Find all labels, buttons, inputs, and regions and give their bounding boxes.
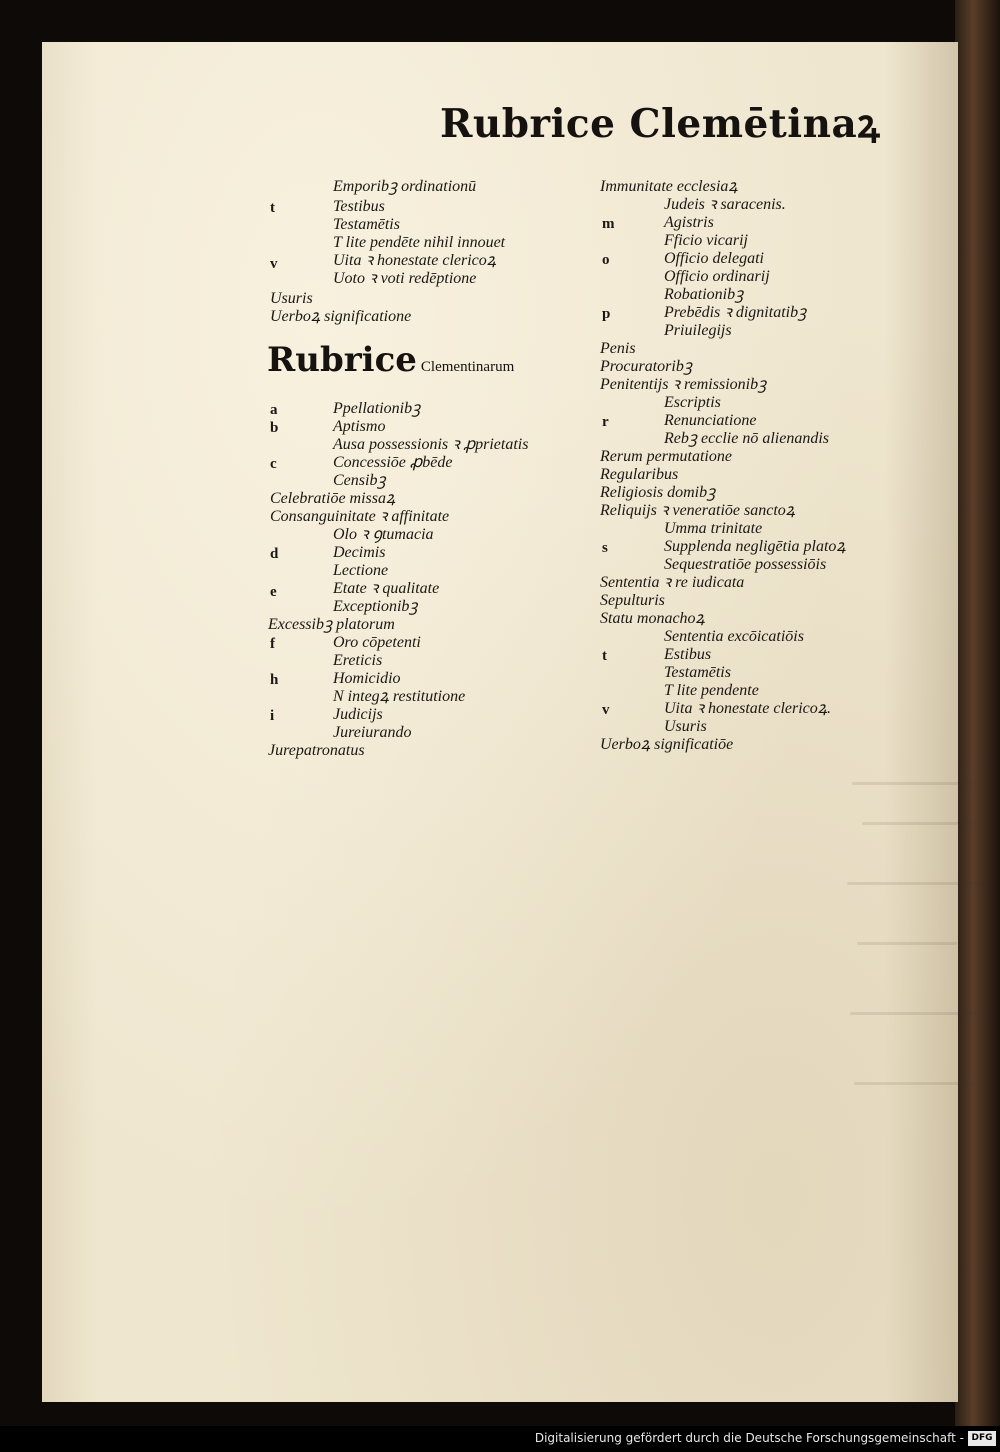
index-entry: N integꝝ restitutione bbox=[333, 688, 466, 705]
index-entry: Uoto ꝛ voti redēptione bbox=[333, 270, 477, 287]
index-entry: Homicidio bbox=[333, 670, 401, 687]
index-entry: Oro cōpetenti bbox=[333, 634, 421, 651]
index-entry: Testibus bbox=[333, 198, 385, 215]
index-entry: Censibꝫ bbox=[333, 472, 386, 489]
section-letter: v bbox=[602, 702, 610, 718]
index-entry: T lite pendēte nihil innouetᷓ bbox=[333, 234, 518, 251]
section-letter: t bbox=[602, 648, 607, 664]
index-entry: Renunciatione bbox=[664, 412, 757, 429]
index-entry: Fficio vicarij bbox=[664, 232, 748, 249]
section-letter: s bbox=[602, 540, 608, 556]
section-letter: d bbox=[270, 546, 279, 562]
index-entry: Ppellationibꝫ bbox=[333, 400, 421, 417]
index-entry: Emporibꝫ ordinationū bbox=[333, 178, 477, 195]
section-heading-sub: Clementinarum bbox=[420, 359, 515, 375]
index-entry: Uita ꝛ honestate clericoꝝ. bbox=[664, 700, 832, 717]
index-entry: Sententia ꝛ re iudicata bbox=[600, 574, 745, 591]
index-entry: Concessiōe ꝓbēde bbox=[333, 454, 453, 471]
section-letter: a bbox=[270, 402, 278, 418]
section-letter: f bbox=[270, 636, 275, 652]
index-entry: Uerboꝝ significatiōe bbox=[600, 736, 734, 753]
section-letter: p bbox=[602, 306, 611, 322]
index-entry: Estibus bbox=[664, 646, 712, 663]
index-entry: Robationibꝫ bbox=[664, 286, 744, 303]
dfg-logo-icon: DFG bbox=[968, 1431, 996, 1446]
section-letter: o bbox=[602, 252, 610, 268]
section-letter: c bbox=[270, 456, 277, 472]
index-entry: Usuris bbox=[270, 290, 313, 307]
index-entry: T lite pendente bbox=[664, 682, 759, 699]
section-letter: m bbox=[602, 216, 615, 232]
section-heading-main: Rubrice bbox=[267, 340, 417, 380]
index-entry: Supplenda negligētia platoꝝ bbox=[664, 538, 846, 555]
section-letter: b bbox=[270, 420, 279, 436]
index-entry: Ereticis bbox=[333, 652, 383, 669]
index-entry: Lectione bbox=[333, 562, 389, 579]
index-entry: Penitentijs ꝛ remissionibꝫ bbox=[600, 376, 767, 393]
index-entry: Prebēdis ꝛ dignitatibꝫ bbox=[664, 304, 807, 321]
section-letter: e bbox=[270, 584, 277, 600]
index-entry: Ausa possessionis ꝛ ꝓprietatis bbox=[333, 436, 529, 453]
index-entry: Exceptionibꝫ bbox=[333, 598, 418, 615]
index-entry: Sequestratiōe possessiōis bbox=[664, 556, 827, 573]
section-letter: h bbox=[270, 672, 279, 688]
index-entry: Jureiurando bbox=[333, 724, 412, 741]
index-entry: Reliquijs ꝛ veneratiōe sanctoꝝ bbox=[600, 502, 796, 519]
index-entry: Olo ꝛ ꝯtumacia bbox=[333, 526, 434, 543]
index-entry: Officio ordinarij bbox=[664, 268, 770, 285]
index-entry: Usuris bbox=[664, 718, 707, 735]
index-entry: Rerum permutatione bbox=[600, 448, 732, 465]
index-entry: Sepulturis bbox=[600, 592, 665, 609]
index-entry: Judicijs bbox=[333, 706, 383, 723]
index-entry: Excessibꝫ platorum bbox=[268, 616, 395, 633]
index-entry: Procuratoribꝫ bbox=[600, 358, 693, 375]
index-entry: Officio delegati bbox=[664, 250, 764, 267]
index-entry: Priuilegijs bbox=[664, 322, 732, 339]
index-entry: Judeis ꝛ saracenis. bbox=[664, 196, 786, 213]
index-entry: Agistris bbox=[664, 214, 714, 231]
section-letter: i bbox=[270, 708, 275, 724]
index-entry: Celebratiōe missaꝝ bbox=[270, 490, 396, 507]
index-entry: Uita ꝛ honestate clericoꝝ bbox=[333, 252, 497, 269]
index-entry: Testamētis bbox=[664, 664, 731, 681]
book-binding-edge bbox=[955, 0, 1000, 1426]
index-entry: Regularibus bbox=[600, 466, 679, 483]
index-entry: Escriptis bbox=[664, 394, 721, 411]
section-heading bbox=[267, 340, 514, 380]
index-entry: Umma trinitate bbox=[664, 520, 763, 537]
index-entry: Immunitate ecclesiaꝝ bbox=[600, 178, 738, 195]
index-entry: Rebꝫ ecclie nō alienandis bbox=[664, 430, 830, 447]
page-title: Rubrice Clemētinaꝝ bbox=[440, 101, 881, 147]
footer-credit: Digitalisierung gefördert durch die Deutsche Forschungsgemeinschaft - bbox=[534, 1431, 964, 1445]
index-entry: Uerboꝝ significatione bbox=[270, 308, 412, 325]
index-entry: Testamētis bbox=[333, 216, 400, 233]
index-entry: Penis bbox=[600, 340, 636, 357]
index-entry: Etate ꝛ qualitate bbox=[333, 580, 440, 597]
index-entry: Consanguinitate ꝛ affinitate bbox=[270, 508, 450, 525]
index-entry: Sententia excōicatiōis bbox=[664, 628, 804, 645]
footer-bar bbox=[0, 1426, 1000, 1452]
section-letter: r bbox=[602, 414, 609, 430]
index-entry: Aptismo bbox=[333, 418, 386, 435]
index-entry: Decimis bbox=[333, 544, 386, 561]
index-entry: Jurepatronatus bbox=[268, 742, 365, 759]
section-letter: v bbox=[270, 256, 278, 272]
index-entry: Statu monachoꝝ bbox=[600, 610, 705, 627]
index-entry: Religiosis domibꝫ bbox=[600, 484, 716, 501]
section-letter: t bbox=[270, 200, 275, 216]
show-through-text bbox=[842, 762, 1000, 1162]
